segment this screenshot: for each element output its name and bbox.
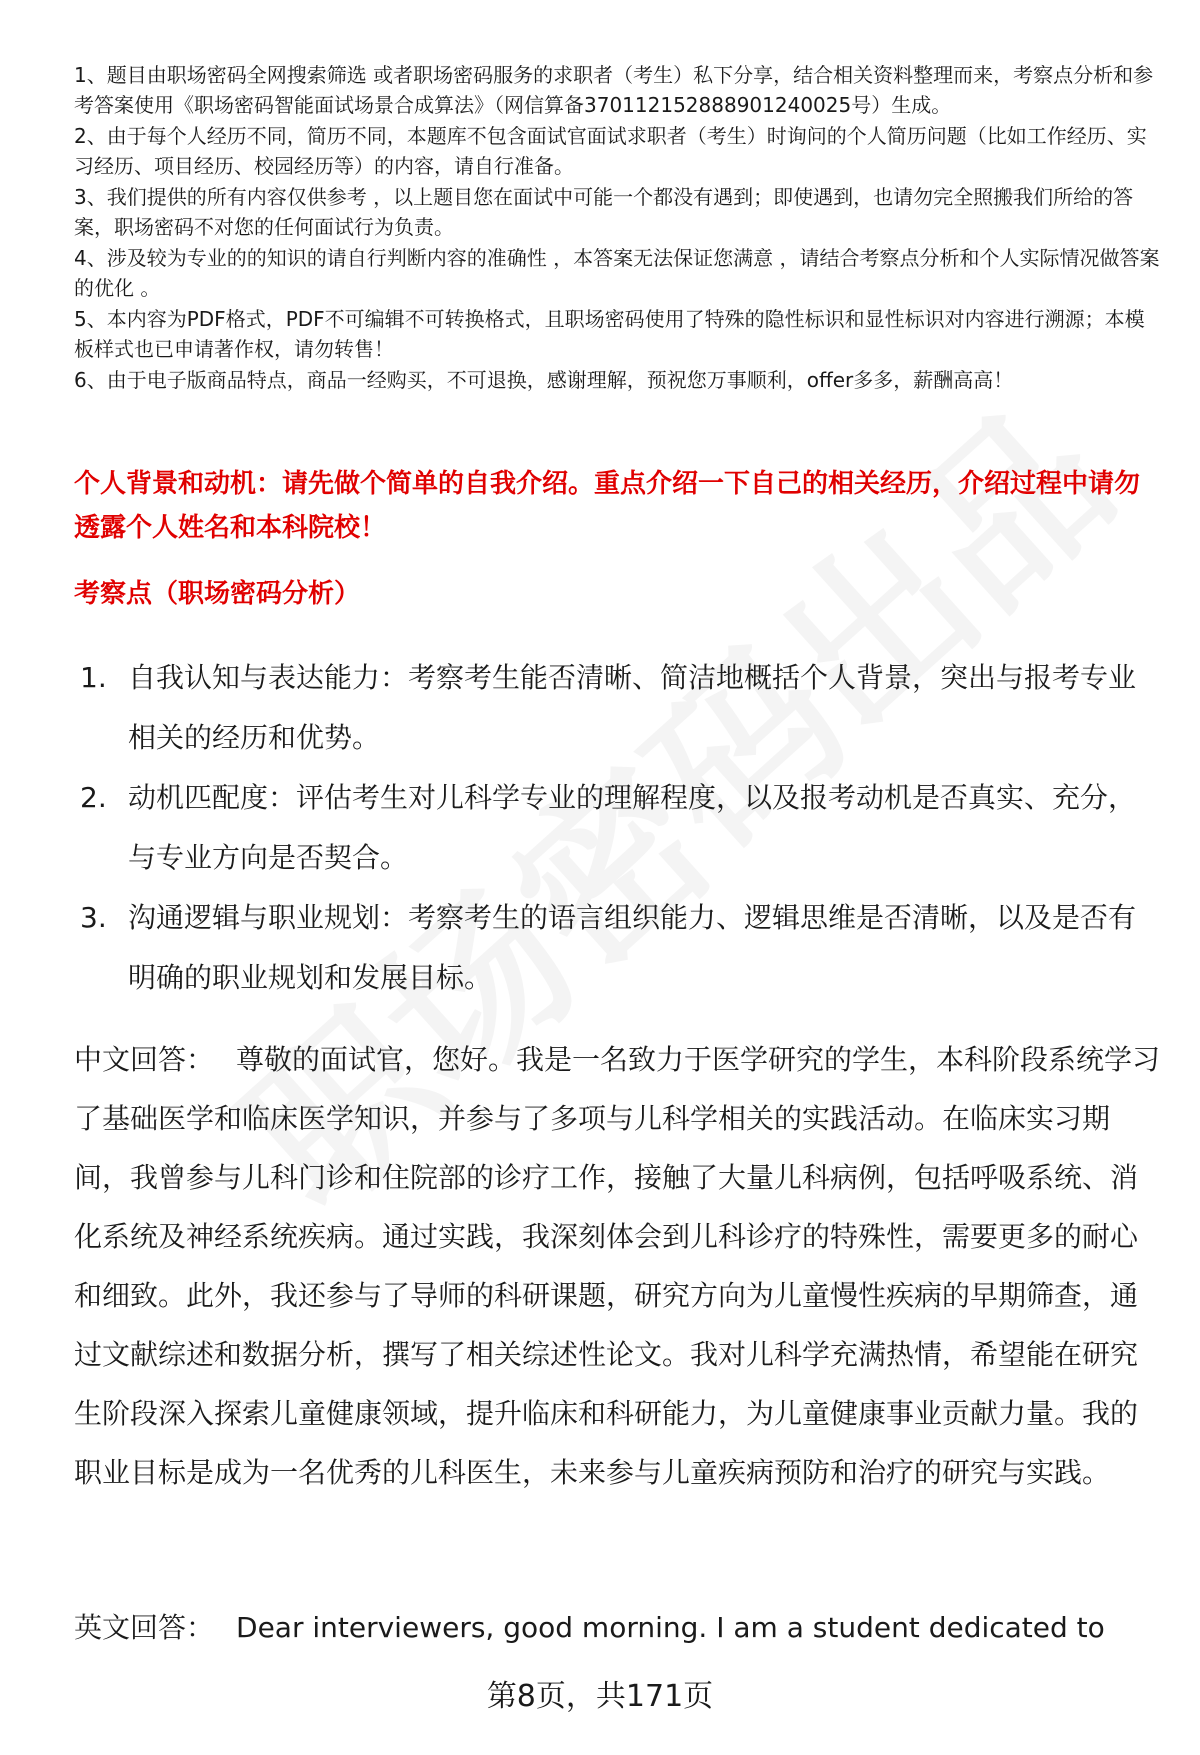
question-heading: 个人背景和动机：请先做个简单的自我介绍。重点介绍一下自己的相关经历，介绍过程中请勿透露个人姓名和本科院校！ bbox=[74, 469, 1141, 543]
disclaimer-item: 6、由于电子版商品特点，商品一经购买，不可退换，感谢理解，预祝您万事顺利，offer多多，薪酬高高！ bbox=[74, 368, 1014, 392]
point-number: 2. bbox=[80, 781, 107, 814]
page-number-footer: 第8页，共171页 bbox=[486, 1679, 714, 1714]
chinese-answer bbox=[74, 1030, 1164, 1502]
disclaimer-list bbox=[74, 60, 1164, 396]
point-text: 自我认知与表达能力：考察考生能否清晰、简洁地概括个人背景，突出与报考专业相关的经历和优势。 bbox=[128, 661, 1137, 754]
disclaimer-item: 5、本内容为PDF格式，PDF不可编辑不可转换格式，且职场密码使用了特殊的隐性标识和显性标识对内容进行溯源；本模板样式也已申请著作权，请勿转售！ bbox=[74, 307, 1145, 361]
chinese-answer-text: 尊敬的面试官，您好。我是一名致力于医学研究的学生，本科阶段系统学习了基础医学和临床医学知识，并参与了多项与儿科学相关的实践活动。在临床实习期间，我曾参与儿科门诊和住院部的诊疗工作，接触了大量儿科病例，包括呼吸系统、消化系统及神经系统疾病。通过实践，我深刻体会到儿科诊疗的特殊性，需要更多的耐心和细致。此外，我还参与了导师的科研课题，研究方向为儿童慢性疾病的早期筛查，通过文献综述和数据分析，撰写了相关综述性论文。我对儿科学充满热情，希望能在研究生阶段深入探索儿童健康领域，提升临床和科研能力，为儿童健康事业贡献力量。我的职业目标是成为一名优秀的儿科医生，未来参与儿童疾病预防和治疗的研究与实践。 bbox=[74, 1043, 1161, 1489]
analysis-point bbox=[80, 648, 1160, 768]
point-text: 动机匹配度：评估考生对儿科学专业的理解程度，以及报考动机是否真实、充分，与专业方向是否契合。 bbox=[128, 781, 1137, 874]
chinese-answer-label: 中文回答： bbox=[74, 1043, 215, 1076]
disclaimer-item: 4、涉及较为专业的的知识的请自行判断内容的准确性 ，本答案无法保证您满意 ，请结合考察点分析和个人实际情况做答案的优化 。 bbox=[74, 246, 1160, 300]
point-number: 1. bbox=[80, 661, 107, 694]
english-answer bbox=[74, 1598, 1164, 1658]
analysis-point bbox=[80, 768, 1160, 888]
english-answer-label: 英文回答： bbox=[74, 1611, 215, 1644]
english-answer-text: Dear interviewers, good morning. I am a student dedicated to bbox=[236, 1611, 1105, 1644]
point-number: 3. bbox=[80, 901, 107, 934]
disclaimer-item: 1、题目由职场密码全网搜索筛选 或者职场密码服务的求职者（考生）私下分享，结合相关资料整理而来，考察点分析和参考答案使用《职场密码智能面试场景合成算法》（网信算备370112152888901240025号）生成。 bbox=[74, 63, 1154, 117]
disclaimer-item: 2、由于每个人经历不同，简历不同，本题库不包含面试官面试求职者（考生）时询问的个人简历问题（比如工作经历、实习经历、项目经历、校园经历等）的内容，请自行准备。 bbox=[74, 124, 1147, 178]
analysis-points-list bbox=[80, 648, 1160, 1008]
disclaimer-item: 3、我们提供的所有内容仅供参考 ，以上题目您在面试中可能一个都没有遇到；即使遇到，也请勿完全照搬我们所给的答案，职场密码不对您的任何面试行为负责。 bbox=[74, 185, 1134, 239]
analysis-heading: 考察点（职场密码分析） bbox=[74, 579, 361, 609]
analysis-point bbox=[80, 888, 1160, 1008]
point-text: 沟通逻辑与职业规划：考察考生的语言组织能力、逻辑思维是否清晰，以及是否有明确的职业规划和发展目标。 bbox=[128, 901, 1137, 994]
